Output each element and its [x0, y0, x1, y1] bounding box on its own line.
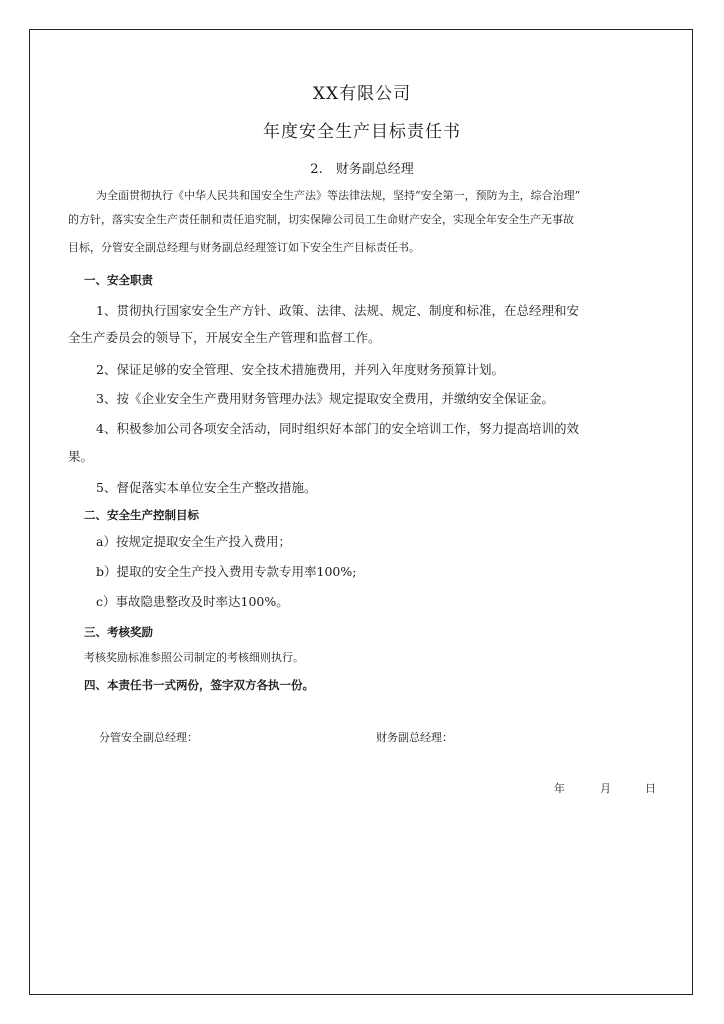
section2-item-b: b）提取的安全生产投入费用专款专用率100%;: [96, 564, 357, 579]
section1-item-4b: 果。: [68, 449, 94, 464]
document-title: 年度安全生产目标责任书: [263, 122, 461, 142]
section2-heading: 二、安全生产控制目标: [84, 508, 199, 522]
document-subtitle: 2. 财务副总经理: [310, 162, 414, 177]
section4-heading: 四、本责任书一式两份，签字双方各执一份。: [84, 678, 314, 692]
signature-left-label: 分管安全副总经理：: [99, 731, 198, 744]
intro-line-3: 目标，分管安全副总经理与财务副总经理签订如下安全生产目标责任书。: [68, 241, 420, 254]
section1-item-1a: 1、贯彻执行国家安全生产方针、政策、法律、法规、规定、制度和标准，在总经理和安: [96, 303, 579, 318]
intro-line-1: 为全面贯彻执行《中华人民共和国安全生产法》等法律法规，坚持“安全第一，预防为主，综合治理”: [96, 189, 581, 202]
section1-item-5: 5、督促落实本单位安全生产整改措施。: [96, 480, 317, 495]
section3-text: 考核奖励标准参照公司制定的考核细则执行。: [84, 651, 304, 664]
date-day: 日: [645, 782, 656, 795]
signature-right-label: 财务副总经理：: [376, 731, 453, 744]
section1-item-1b: 全生产委员会的领导下，开展安全生产管理和监督工作。: [68, 330, 381, 345]
date-year: 年: [554, 782, 565, 795]
section1-item-2: 2、保证足够的安全管理、安全技术措施费用，并列入年度财务预算计划。: [96, 362, 504, 377]
section1-item-4a: 4、积极参加公司各项安全活动，同时组织好本部门的安全培训工作，努力提高培训的效: [96, 421, 579, 436]
section2-item-c: c）事故隐患整改及时率达100%。: [96, 594, 289, 609]
intro-line-2: 的方针，落实安全生产责任制和责任追究制，切实保障公司员工生命财产安全，实现全年安全生产无事故: [68, 213, 574, 226]
company-name: XX有限公司: [312, 84, 412, 104]
section1-item-3: 3、按《企业安全生产费用财务管理办法》规定提取安全费用，并缴纳安全保证金。: [96, 391, 554, 406]
date-month: 月: [600, 782, 611, 795]
section2-item-a: a）按规定提取安全生产投入费用；: [96, 534, 291, 549]
section3-heading: 三、考核奖励: [84, 625, 153, 639]
section1-heading: 一、安全职责: [84, 273, 153, 287]
